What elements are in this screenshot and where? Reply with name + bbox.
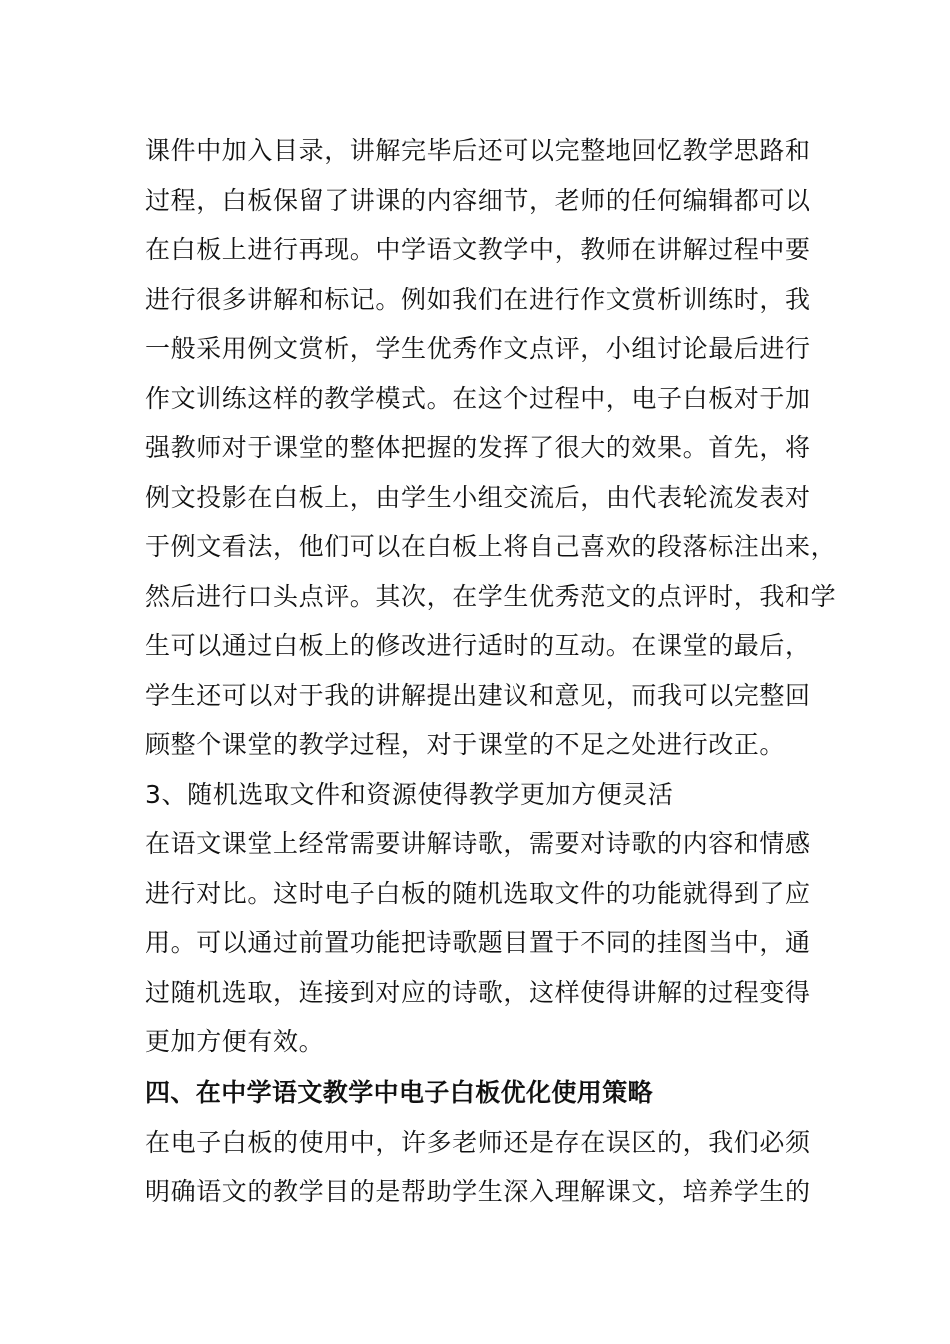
paragraph-1-line-9: 于例文看法，他们可以在白板上将自己喜欢的段落标注出来， (145, 532, 837, 561)
paragraph-1-line-13: 顾整个课堂的教学过程，对于课堂的不足之处进行改正。 (145, 730, 786, 759)
paragraph-2-line-1: 在语文课堂上经常需要讲解诗歌，需要对诗歌的内容和情感 (145, 829, 811, 858)
paragraph-2-line-3: 用。可以通过前置功能把诗歌题目置于不同的挂图当中，通 (145, 928, 811, 957)
paragraph-1-line-6: 作文训练这样的教学模式。在这个过程中，电子白板对于加 (145, 384, 811, 413)
paragraph-1-line-12: 学生还可以对于我的讲解提出建议和意见，而我可以完整回 (145, 681, 811, 710)
paragraph-1-line-7: 强教师对于课堂的整体把握的发挥了很大的效果。首先，将 (145, 433, 811, 462)
paragraph-1-line-2: 过程，白板保留了讲课的内容细节，老师的任何编辑都可以 (145, 186, 811, 215)
paragraph-1-line-8: 例文投影在白板上，由学生小组交流后，由代表轮流发表对 (145, 483, 811, 512)
paragraph-1-line-1: 课件中加入目录，讲解完毕后还可以完整地回忆教学思路和 (145, 136, 811, 165)
paragraph-2-line-2: 进行对比。这时电子白板的随机选取文件的功能就得到了应 (145, 879, 811, 908)
section-heading-4: 四、在中学语文教学中电子白板优化使用策略 (145, 1078, 654, 1107)
paragraph-1-line-10: 然后进行口头点评。其次，在学生优秀范文的点评时，我和学 (145, 582, 837, 611)
paragraph-3-line-2: 明确语文的教学目的是帮助学生深入理解课文，培养学生的 (145, 1177, 811, 1206)
paragraph-1-line-3: 在白板上进行再现。中学语文教学中，教师在讲解过程中要 (145, 235, 811, 264)
paragraph-1-line-5: 一般采用例文赏析，学生优秀作文点评，小组讨论最后进行 (145, 334, 811, 363)
paragraph-1-line-11: 生可以通过白板上的修改进行适时的互动。在课堂的最后， (145, 631, 811, 660)
paragraph-1-line-4: 进行很多讲解和标记。例如我们在进行作文赏析训练时，我 (145, 285, 811, 314)
paragraph-2-line-4: 过随机选取，连接到对应的诗歌，这样使得讲解的过程变得 (145, 978, 811, 1007)
paragraph-3-line-1: 在电子白板的使用中，许多老师还是存在误区的，我们必须 (145, 1128, 811, 1157)
paragraph-2-line-5: 更加方便有效。 (145, 1027, 325, 1056)
subheading-3: 3、随机选取文件和资源使得教学更加方便灵活 (145, 780, 674, 809)
